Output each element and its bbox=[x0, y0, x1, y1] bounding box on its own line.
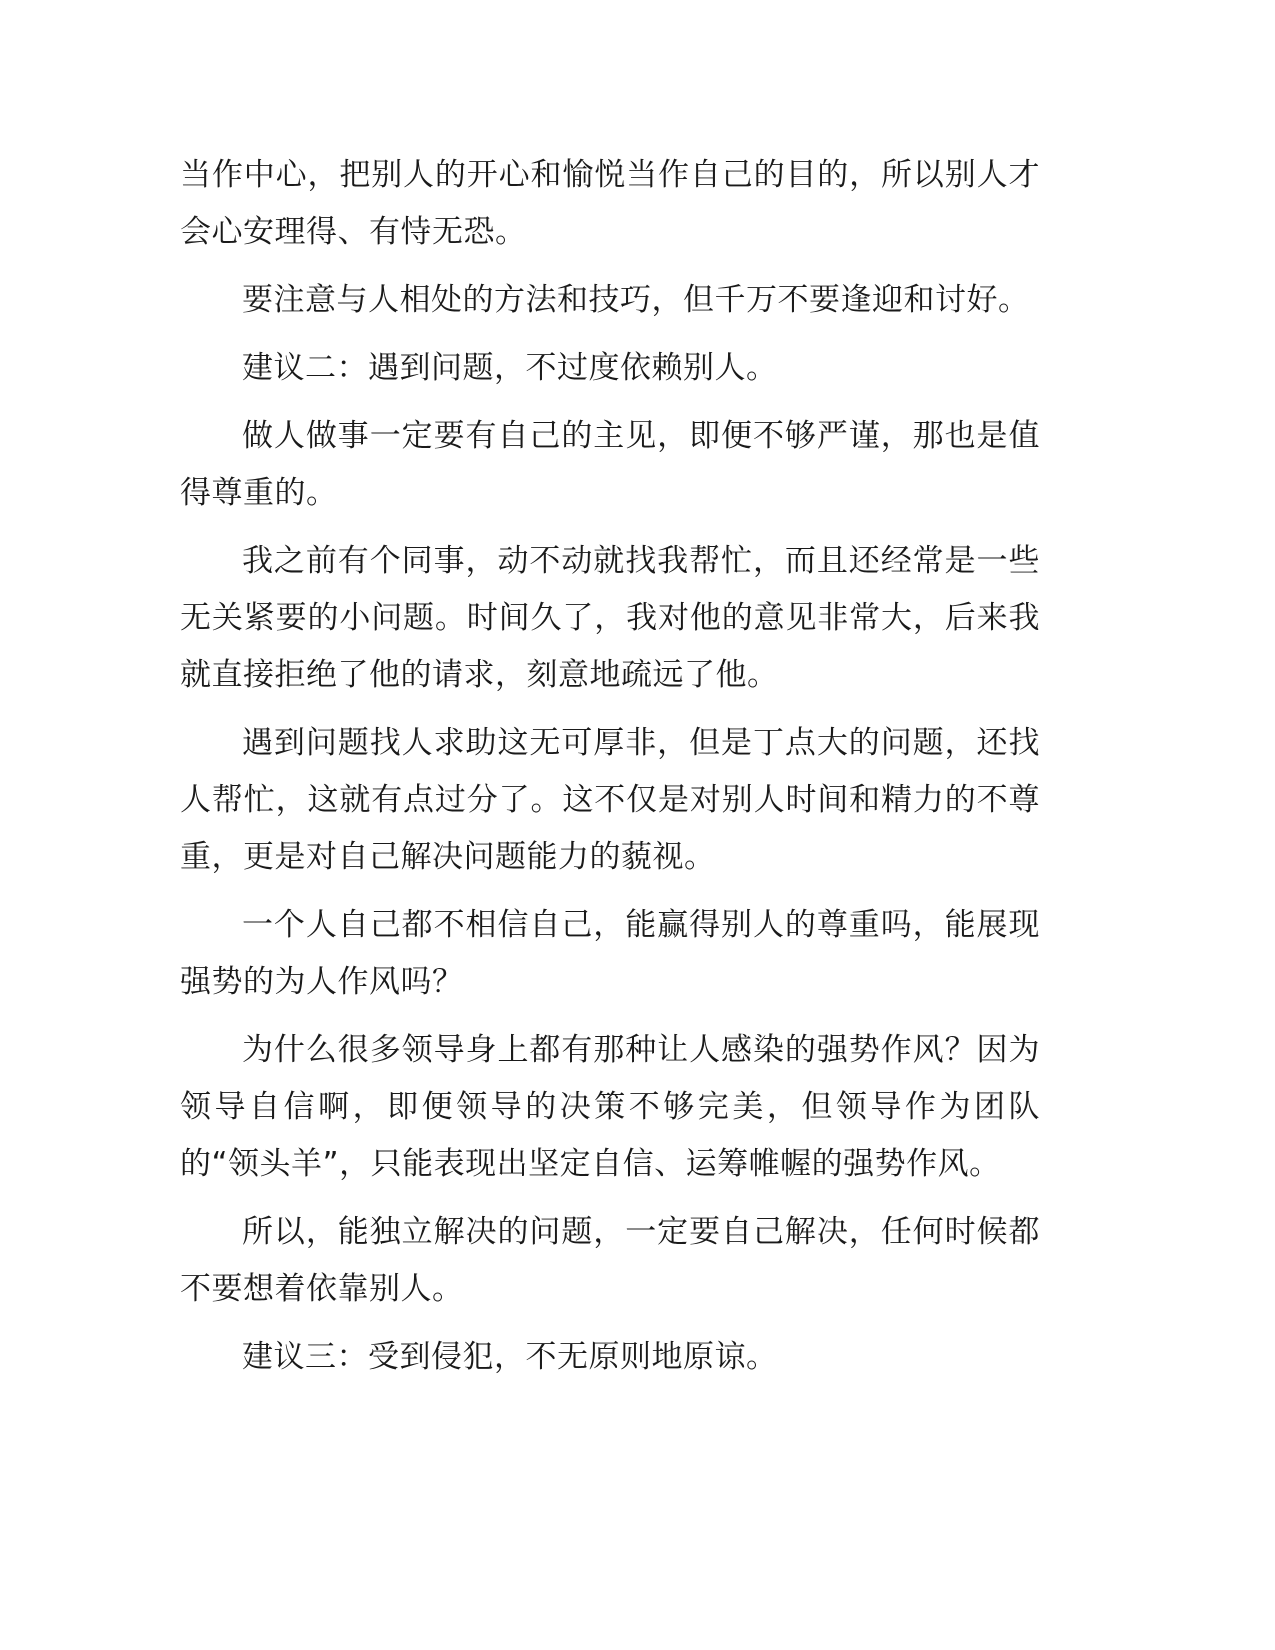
paragraph: 为什么很多领导身上都有那种让人感染的强势作风？因为领导自信啊，即便领导的决策不够完美，但领导作为团队的“领头羊”，只能表现出坚定自信、运筹帷幄的强势作风。 bbox=[180, 1032, 1040, 1182]
section-heading-suggestion-two: 建议二：遇到问题，不过度依赖别人。 bbox=[242, 350, 778, 386]
document-body bbox=[180, 147, 1040, 1397]
paragraph: 所以，能独立解决的问题，一定要自己解决，任何时候都不要想着依靠别人。 bbox=[180, 1214, 1040, 1307]
paragraph-continuation: 当作中心，把别人的开心和愉悦当作自己的目的，所以别人才会心安理得、有恃无恐。 bbox=[180, 157, 1040, 250]
paragraph: 要注意与人相处的方法和技巧，但千万不要逢迎和讨好。 bbox=[242, 282, 1030, 318]
paragraph: 我之前有个同事，动不动就找我帮忙，而且还经常是一些无关紧要的小问题。时间久了，我对他的意见非常大，后来我就直接拒绝了他的请求，刻意地疏远了他。 bbox=[180, 543, 1040, 693]
paragraph: 遇到问题找人求助这无可厚非，但是丁点大的问题，还找人帮忙，这就有点过分了。这不仅是对别人时间和精力的不尊重，更是对自己解决问题能力的藐视。 bbox=[180, 725, 1040, 875]
paragraph: 做人做事一定要有自己的主见，即便不够严谨，那也是值得尊重的。 bbox=[180, 418, 1040, 511]
paragraph: 一个人自己都不相信自己，能赢得别人的尊重吗，能展现强势的为人作风吗？ bbox=[180, 907, 1040, 1000]
section-heading-suggestion-three: 建议三：受到侵犯，不无原则地原谅。 bbox=[242, 1339, 778, 1375]
